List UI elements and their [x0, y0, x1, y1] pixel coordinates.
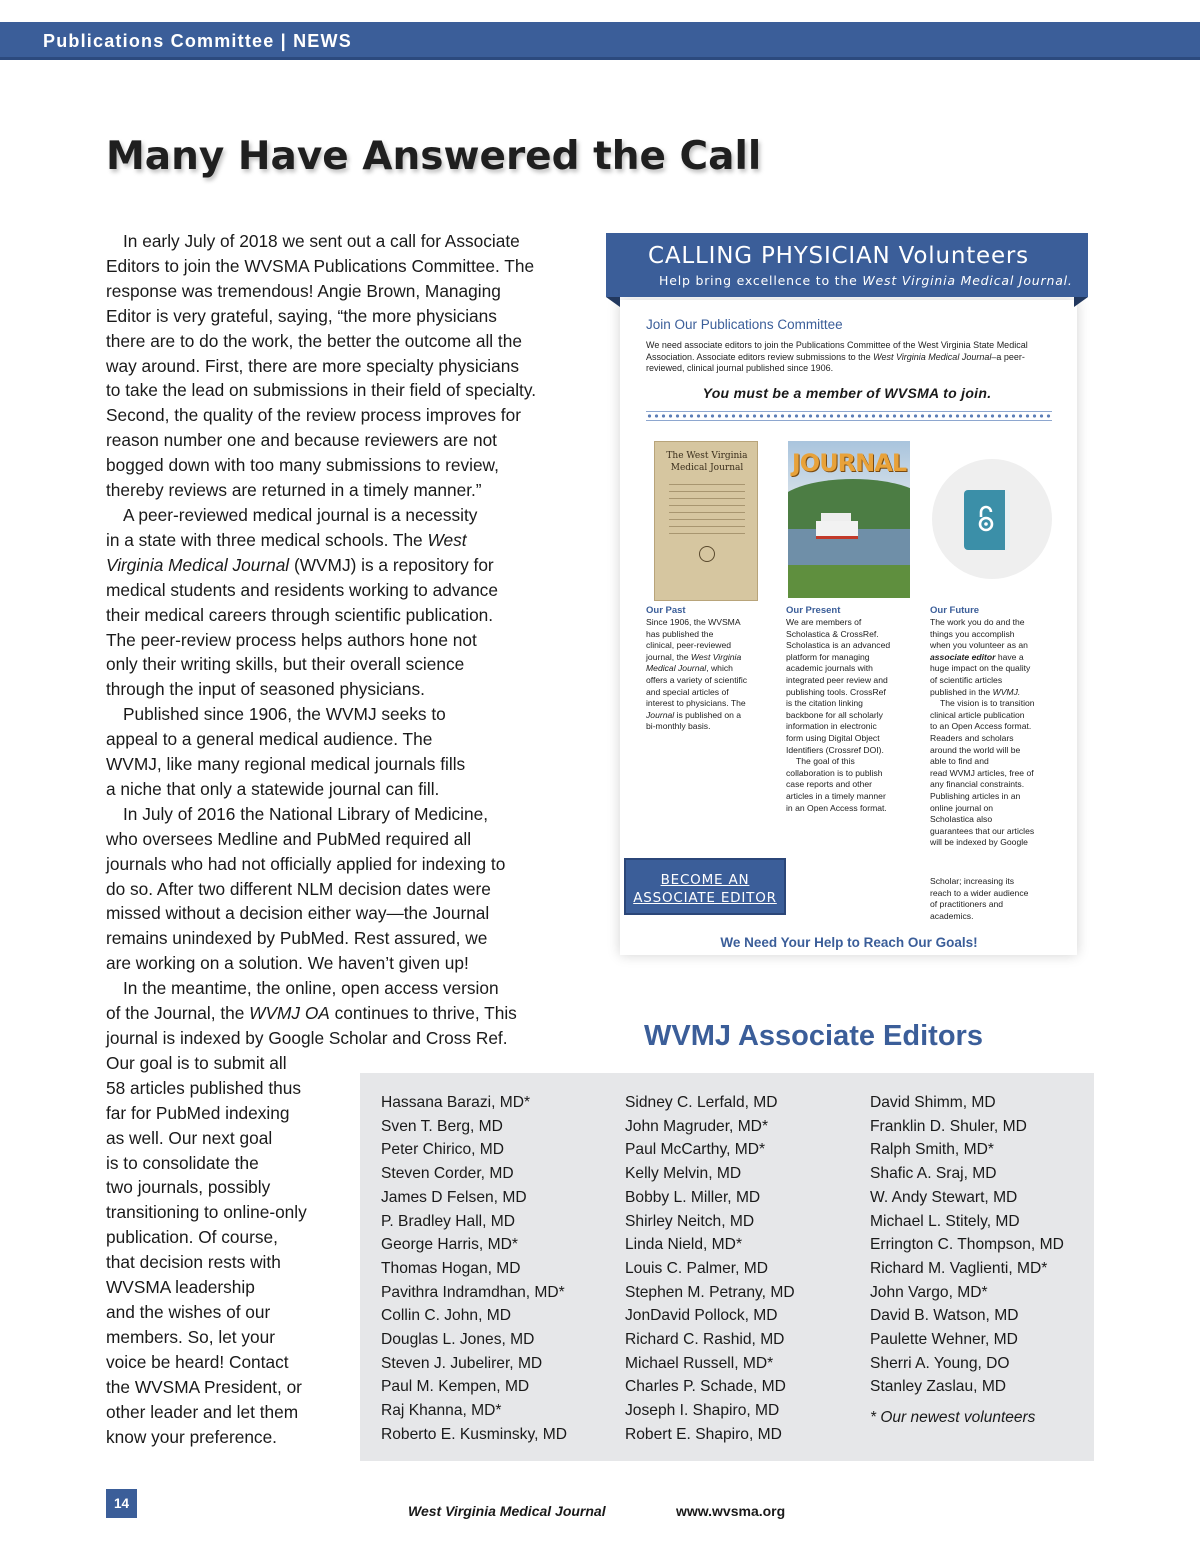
- article-line: [106, 478, 576, 503]
- editor-name: Robert E. Shapiro, MD: [625, 1425, 782, 1443]
- article-text: far for PubMed indexing: [106, 1102, 290, 1123]
- article-text: thereby reviews are returned in a timely manner.”: [106, 480, 482, 501]
- column-text: published in the: [930, 686, 993, 697]
- article-line: [106, 553, 576, 578]
- column-text: Publishing articles in an: [930, 790, 1021, 801]
- footer-journal-name: West Virginia Medical Journal: [408, 1503, 606, 1519]
- article-text: that decision rests with: [106, 1252, 281, 1273]
- article-text: members. So, let your: [106, 1326, 276, 1347]
- article-line: [106, 652, 576, 677]
- current-cover-title: JOURNAL: [791, 449, 907, 477]
- editor-name: Paulette Wehner, MD: [870, 1331, 1018, 1349]
- footer-url[interactable]: www.wvsma.org: [676, 1503, 786, 1519]
- column-text: articles in a timely manner: [786, 790, 886, 801]
- article-text: In early July of 2018 we sent out a call for Associate: [123, 231, 520, 251]
- editor-name: Douglas L. Jones, MD: [381, 1331, 535, 1349]
- editor-name: W. Andy Stewart, MD: [870, 1188, 1018, 1206]
- editor-name: Michael L. Stitely, MD: [870, 1212, 1020, 1230]
- our-future-continued: [930, 876, 1028, 922]
- article-text: two journals, possibly: [106, 1177, 271, 1198]
- column-line: [930, 837, 1035, 849]
- column-line: [930, 733, 1035, 745]
- article-text: 58 articles published thus: [106, 1077, 302, 1098]
- article-line: [106, 877, 576, 902]
- editor-name: David Shimm, MD: [870, 1094, 996, 1111]
- article-text: Our goal is to submit all: [106, 1052, 287, 1073]
- editor-name: Errington C. Thompson, MD: [870, 1236, 1064, 1254]
- column-line: [786, 687, 890, 699]
- column-line: [930, 687, 1035, 699]
- column-text: guarantees that our articles: [930, 825, 1035, 836]
- our-present-heading: Our Present: [786, 605, 841, 616]
- article-text: publication. Of course,: [106, 1227, 278, 1248]
- historic-cover-title: The West Virginia Medical Journal: [666, 451, 748, 473]
- editor-name: Stephen M. Petrany, MD: [625, 1283, 795, 1301]
- column-text: The goal of this: [796, 756, 855, 767]
- flyer-title: CALLING PHYSICIAN Volunteers: [648, 243, 1029, 269]
- column-italic-text: WVMJ.: [992, 686, 1021, 697]
- flyer-subtitle-prefix: Help bring excellence to the: [659, 273, 863, 288]
- separator: |: [280, 31, 287, 51]
- editor-name: Roberto E. Kusminsky, MD: [381, 1425, 568, 1443]
- editor-name: Ralph Smith, MD*: [870, 1141, 994, 1159]
- column-line: [646, 629, 747, 641]
- article-line: [106, 752, 576, 777]
- column-line: [930, 791, 1035, 803]
- editor-name: Peter Chirico, MD: [381, 1141, 505, 1159]
- column-text: publishing tools. CrossRef: [786, 686, 886, 697]
- banner-fold-left: [606, 297, 620, 307]
- join-text-journal: West Virginia Medical Journal: [873, 351, 992, 362]
- column-text: clinical article publication: [930, 709, 1025, 720]
- join-text: [646, 340, 1046, 375]
- column-italic-text: Medical Journal: [646, 663, 707, 674]
- editor-name: Bobby L. Miller, MD: [625, 1188, 761, 1206]
- section-name: Publications Committee: [43, 31, 275, 51]
- editor-name: Sven T. Berg, MD: [381, 1117, 503, 1135]
- article-text: medical students and residents working to advance: [106, 579, 498, 600]
- article-italic-text: West: [427, 529, 467, 550]
- article-line: [106, 254, 576, 279]
- article-text: reason number one and because reviewers are not: [106, 430, 497, 451]
- editor-name: Charles P. Schade, MD: [625, 1378, 786, 1396]
- column-line: [786, 803, 890, 815]
- editor-name: Linda Nield, MD*: [625, 1236, 743, 1254]
- article-text: know your preference.: [106, 1426, 277, 1447]
- column-text: has published the: [646, 628, 714, 639]
- article-text: a niche that only a statewide journal can fill.: [106, 778, 440, 799]
- column-line: [646, 652, 747, 664]
- editor-name: David B. Watson, MD: [870, 1307, 1019, 1325]
- our-past-text: [646, 617, 747, 733]
- editor-name: John Magruder, MD*: [625, 1117, 769, 1135]
- become-associate-editor-button[interactable]: [624, 858, 786, 915]
- column-line: [646, 663, 747, 675]
- article-line: [106, 503, 576, 528]
- join-text-part2: –a peer-reviewed, clinical journal published since 1906.: [646, 351, 1025, 374]
- cover-grass: [788, 565, 910, 598]
- column-line: [786, 663, 890, 675]
- article-line: [106, 578, 576, 603]
- column-line: [930, 745, 1035, 757]
- article-headline: Many Have Answered the Call: [106, 134, 762, 179]
- article-line: [106, 802, 576, 827]
- editor-name: Michael Russell, MD*: [625, 1354, 774, 1372]
- article-line: [106, 603, 576, 628]
- join-title: Join Our Publications Committee: [646, 317, 843, 332]
- column-text: clinical, peer-reviewed: [646, 640, 732, 651]
- our-future-text: [930, 617, 1035, 849]
- column-line: [646, 617, 747, 629]
- article-text: transitioning to online-only: [106, 1202, 307, 1223]
- column-line: [646, 640, 747, 652]
- article-line: [106, 304, 576, 329]
- article-line: [106, 1001, 576, 1026]
- flyer-subtitle-journal: West Virginia Medical Journal.: [862, 273, 1073, 288]
- article-italic-text: Virginia Medical Journal: [106, 554, 290, 575]
- column-text: around the world will be: [930, 744, 1021, 755]
- column-emphasis-text: associate editor: [930, 651, 996, 662]
- page-number: 14: [106, 1489, 137, 1518]
- article-line: [106, 279, 576, 304]
- column-text: information in electronic: [786, 721, 877, 732]
- become-button-line1: BECOME AN: [660, 872, 750, 888]
- editor-name: Kelly Melvin, MD: [625, 1165, 742, 1183]
- section-header-text: [43, 31, 352, 52]
- article-line: [106, 901, 576, 926]
- cover-riverboat-deck: [821, 513, 851, 521]
- editors-title: WVMJ Associate Editors: [644, 1020, 983, 1052]
- article-text: WVMJ, like many regional medical journals fills: [106, 754, 466, 775]
- column-line: [646, 710, 747, 722]
- column-line: [930, 617, 1035, 629]
- column-text: will be indexed by Google: [930, 837, 1028, 848]
- article-text: Editors to join the WVSMA Publications Committee. The: [106, 255, 535, 276]
- editor-name: P. Bradley Hall, MD: [381, 1212, 516, 1230]
- article-line: [106, 329, 576, 354]
- column-line: [786, 768, 890, 780]
- editor-name: Paul McCarthy, MD*: [625, 1141, 766, 1159]
- column-line: [930, 663, 1035, 675]
- our-present-text: [786, 617, 890, 814]
- article-line: [106, 777, 576, 802]
- editor-name: Hassana Barazi, MD*: [381, 1094, 531, 1111]
- editor-name: Richard M. Vaglienti, MD*: [870, 1259, 1048, 1277]
- column-text: offers a variety of scientific: [646, 674, 748, 685]
- column-text: platform for managing: [786, 651, 870, 662]
- future-continued-line: of practitioners and: [930, 899, 1004, 910]
- article-text: only their writing skills, but their overall science: [106, 654, 465, 675]
- our-past-heading: Our Past: [646, 605, 686, 616]
- editor-name: Sherri A. Young, DO: [870, 1354, 1010, 1372]
- column-line: [646, 675, 747, 687]
- column-text: have a: [995, 651, 1024, 662]
- article-text: In July of 2016 the National Library of Medicine,: [123, 803, 489, 824]
- column-text: backbone for all scholarly: [786, 709, 883, 720]
- column-line: [786, 756, 890, 768]
- column-text: Since 1906, the WVSMA: [646, 617, 741, 627]
- column-line: [930, 640, 1035, 652]
- editor-name: Thomas Hogan, MD: [381, 1259, 521, 1277]
- column-text: online journal on: [930, 802, 994, 813]
- article-text: is to consolidate the: [106, 1152, 259, 1173]
- column-italic-text: Journal: [646, 709, 675, 720]
- article-text: journal is indexed by Google Scholar and Cross Ref.: [106, 1028, 508, 1048]
- article-text: the WVSMA President, or: [106, 1376, 302, 1397]
- column-text: We are members of: [786, 617, 862, 627]
- column-line: [786, 733, 890, 745]
- editor-name: Collin C. John, MD: [381, 1307, 511, 1325]
- column-line: [930, 675, 1035, 687]
- column-text: in an Open Access format.: [786, 802, 887, 813]
- future-continued-line: Scholar; increasing its: [930, 876, 1015, 886]
- column-line: [930, 803, 1035, 815]
- flyer-subtitle: [659, 273, 1073, 288]
- editor-name: Sidney C. Lerfald, MD: [625, 1094, 778, 1111]
- column-line: [930, 814, 1035, 826]
- article-text: way around. First, there are more specialty physicians: [106, 355, 520, 376]
- article-text: Second, the quality of the review process improves for: [106, 405, 521, 426]
- column-line: [646, 721, 747, 733]
- editors-column-3: [870, 1091, 1064, 1399]
- our-future-heading: Our Future: [930, 605, 980, 616]
- editor-name: Louis C. Palmer, MD: [625, 1259, 768, 1277]
- article-text: remains unindexed by PubMed. Rest assured, we: [106, 928, 488, 949]
- article-text: (WVMJ) is a repository for: [289, 554, 494, 575]
- column-text: when you volunteer as an: [930, 640, 1028, 651]
- article-text: WVSMA leadership: [106, 1277, 255, 1298]
- current-journal-cover-image: [788, 441, 910, 598]
- cover-riverboat: [816, 521, 858, 539]
- column-text: any financial constraints.: [930, 779, 1025, 790]
- column-text: case reports and other: [786, 779, 872, 790]
- column-text: Scholastica is an advanced: [786, 640, 891, 651]
- membership-requirement: You must be a member of WVSMA to join.: [702, 385, 992, 401]
- editor-name: Richard C. Rashid, MD: [625, 1331, 785, 1349]
- column-text: collaboration is to publish: [786, 767, 883, 778]
- article-line: [106, 727, 576, 752]
- banner-fold-right: [1074, 297, 1088, 307]
- column-text: things you accomplish: [930, 628, 1015, 639]
- open-access-lock-icon: [975, 505, 997, 533]
- flyer-banner: [606, 233, 1088, 297]
- editor-name: Franklin D. Shuler, MD: [870, 1117, 1027, 1135]
- editors-column-2: [625, 1091, 795, 1447]
- column-line: [786, 745, 890, 757]
- article-line: [106, 976, 576, 1001]
- article-line: [106, 677, 576, 702]
- column-line: [786, 640, 890, 652]
- article-italic-text: WVMJ OA: [249, 1003, 330, 1024]
- column-line: [930, 826, 1035, 838]
- column-text: integrated peer review and: [786, 674, 888, 685]
- column-line: [930, 768, 1035, 780]
- article-line: [106, 951, 576, 976]
- editor-name: JonDavid Pollock, MD: [625, 1307, 778, 1325]
- article-text: The peer-review process helps authors hone not: [106, 629, 477, 650]
- column-text: Scholastica & CrossRef.: [786, 628, 879, 639]
- editor-name: Stanley Zaslau, MD: [870, 1378, 1007, 1396]
- volunteer-flyer: [594, 230, 1100, 966]
- join-text-part1: We need associate editors to join the Publications Committee of the West Virginia State Medical Association. Associate editors review submissions to the: [646, 340, 1028, 362]
- column-text: journal, the: [646, 651, 691, 662]
- article-text: as well. Our next goal: [106, 1127, 273, 1148]
- article-text: In the meantime, the online, open access version: [123, 978, 499, 999]
- help-text: We Need Your Help to Reach Our Goals!: [720, 935, 978, 950]
- column-line: [786, 779, 890, 791]
- article-text: are working on a solution. We haven’t given up!: [106, 953, 469, 974]
- column-text: Identifiers (Crossref DOI).: [786, 744, 884, 755]
- column-text: form using Digital Object: [786, 732, 880, 743]
- editor-name: Steven Corder, MD: [381, 1165, 514, 1183]
- newest-volunteers-note: * Our newest volunteers: [870, 1409, 1036, 1426]
- column-text: interest to physicians. The: [646, 698, 746, 709]
- column-text: read WVMJ articles, free of: [930, 767, 1034, 778]
- article-line: [106, 528, 576, 553]
- editor-name: Shafic A. Sraj, MD: [870, 1165, 997, 1183]
- column-italic-text: West Virginia: [690, 651, 742, 662]
- column-line: [786, 791, 890, 803]
- historic-journal-cover-image: [654, 441, 758, 601]
- article-text: of the Journal, the: [106, 1003, 250, 1024]
- cover-text-lines: [669, 484, 745, 540]
- column-line: [930, 756, 1035, 768]
- dotted-divider: [646, 411, 1052, 421]
- section-category: NEWS: [293, 31, 352, 51]
- column-text: is the citation linking: [786, 698, 863, 709]
- article-text: and the wishes of our: [106, 1301, 271, 1322]
- article-text: through the input of seasoned physicians.: [106, 679, 425, 700]
- column-text: able to find and: [930, 756, 989, 767]
- column-text: to an Open Access format.: [930, 721, 1032, 732]
- column-text: Readers and scholars: [930, 732, 1014, 743]
- column-line: [786, 629, 890, 641]
- column-line: [786, 710, 890, 722]
- article-line: [106, 428, 576, 453]
- article-line: [106, 453, 576, 478]
- column-text: Scholastica also: [930, 814, 993, 825]
- column-text: of scientific articles: [930, 674, 1003, 685]
- article-text: response was tremendous! Angie Brown, Managing: [106, 280, 501, 301]
- column-text: and special articles of: [646, 686, 729, 697]
- article-line: [106, 926, 576, 951]
- section-header-bar: [0, 22, 1200, 60]
- article-text: voice be heard! Contact: [106, 1351, 289, 1372]
- article-text: their medical careers through scientific publication.: [106, 604, 494, 625]
- editor-name: James D Felsen, MD: [381, 1188, 527, 1206]
- column-line: [786, 675, 890, 687]
- column-line: [930, 779, 1035, 791]
- column-line: [930, 629, 1035, 641]
- column-line: [786, 617, 890, 629]
- article-text: other leader and let them: [106, 1401, 299, 1422]
- column-text: The vision is to transition: [940, 698, 1035, 709]
- editor-name: Joseph I. Shapiro, MD: [625, 1402, 780, 1420]
- article-text: in a state with three medical schools. The: [106, 529, 428, 550]
- future-continued-line: academics.: [930, 910, 974, 921]
- become-button-line2: ASSOCIATE EDITOR: [633, 890, 777, 906]
- article-text: do so. After two different NLM decision dates were: [106, 878, 491, 899]
- article-line: [106, 628, 576, 653]
- editor-name: Pavithra Indramdhan, MD*: [381, 1283, 565, 1301]
- column-text: The work you do and the: [930, 617, 1025, 627]
- article-line: [106, 354, 576, 379]
- editor-name: Paul M. Kempen, MD: [381, 1378, 530, 1396]
- column-line: [786, 698, 890, 710]
- article-line: [106, 852, 576, 877]
- article-line: [106, 1026, 576, 1051]
- article-text: Published since 1906, the WVMJ seeks to: [123, 704, 446, 725]
- editor-name: John Vargo, MD*: [870, 1283, 988, 1301]
- column-line: [930, 721, 1035, 733]
- article-text: appeal to a general medical audience. The: [106, 729, 433, 750]
- editor-name: Steven J. Jubelirer, MD: [381, 1354, 543, 1372]
- future-continued-line: reach to a wider audience: [930, 887, 1029, 898]
- open-access-book-icon: [964, 490, 1010, 550]
- article-text: who oversees Medline and PubMed required all: [106, 828, 472, 849]
- editor-name: Raj Khanna, MD*: [381, 1402, 502, 1420]
- column-line: [930, 710, 1035, 722]
- article-text: bogged down with too many submissions to review,: [106, 455, 499, 476]
- article-text: continues to thrive, This: [329, 1003, 517, 1024]
- column-text: is published on a: [674, 709, 742, 720]
- article-line: [106, 827, 576, 852]
- editor-name: George Harris, MD*: [381, 1236, 518, 1254]
- column-line: [646, 687, 747, 699]
- column-line: [930, 652, 1035, 664]
- article-line: [106, 229, 576, 254]
- column-text: bi-monthly basis.: [646, 721, 711, 732]
- column-line: [646, 698, 747, 710]
- column-text: huge impact on the quality: [930, 663, 1031, 674]
- cover-seal-icon: [699, 546, 715, 562]
- column-line: [930, 698, 1035, 710]
- article-text: missed without a decision either way—the Journal: [106, 903, 490, 924]
- column-text: academic journals with: [786, 663, 873, 674]
- article-text: journals who had not officially applied for indexing to: [106, 853, 506, 874]
- article-text: Editor is very grateful, saying, “the more physicians: [106, 305, 497, 326]
- article-text: there are to do the work, the better the outcome all the: [106, 330, 522, 351]
- article-text: A peer-reviewed medical journal is a necessity: [123, 504, 478, 525]
- editors-column-1: [381, 1091, 567, 1447]
- column-line: [786, 652, 890, 664]
- column-text: , which: [706, 663, 733, 674]
- article-line: [106, 378, 576, 403]
- article-line: [106, 403, 576, 428]
- editor-name: Shirley Neitch, MD: [625, 1212, 755, 1230]
- article-line: [106, 702, 576, 727]
- column-line: [786, 721, 890, 733]
- article-text: to take the lead on submissions in their field of specialty.: [106, 380, 537, 401]
